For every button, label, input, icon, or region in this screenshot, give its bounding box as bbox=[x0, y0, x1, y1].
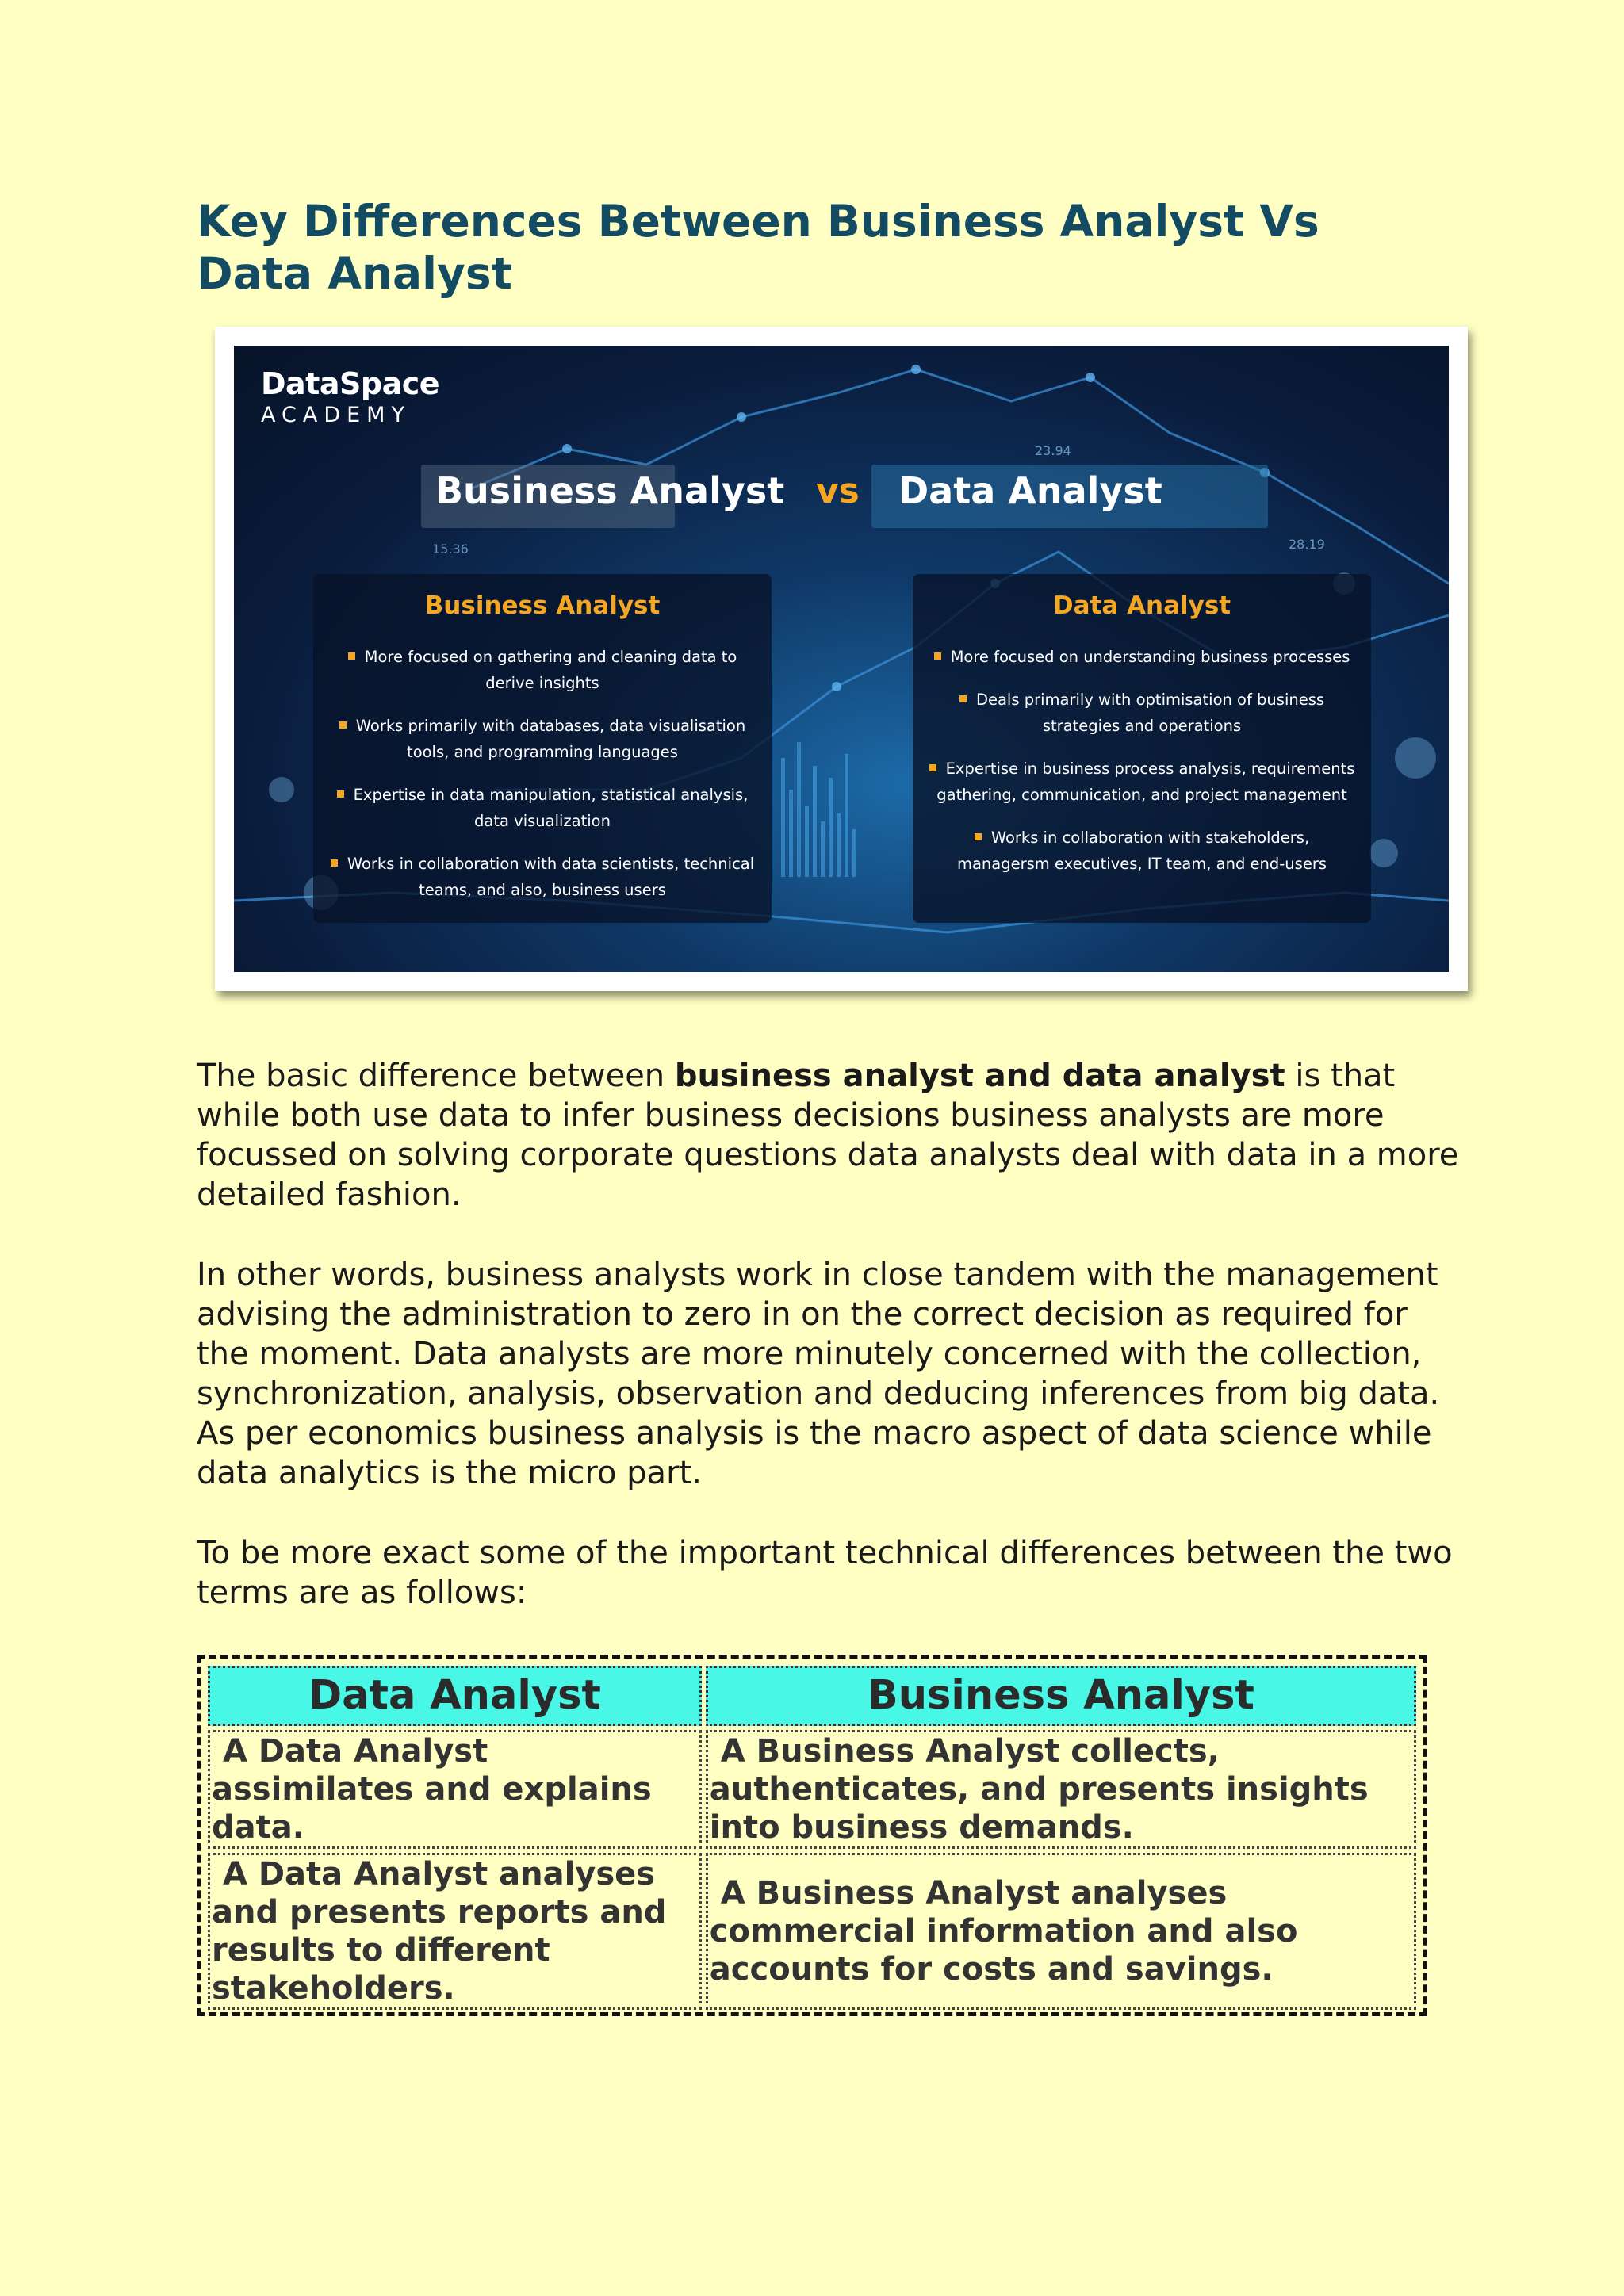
right-panel-list bbox=[924, 644, 1360, 894]
banner-data-analyst: Data Analyst bbox=[898, 469, 1162, 512]
comparison-table-frame bbox=[197, 1655, 1427, 2016]
table-cell: A Business Analyst collects, authenticates, and presents insights into business demands. bbox=[706, 1730, 1416, 1849]
right-panel-item: Deals primarily with optimisation of business strategies and operations bbox=[924, 687, 1360, 739]
table-header-business-analyst: Business Analyst bbox=[706, 1666, 1416, 1726]
bg-number-2: 23.94 bbox=[1035, 443, 1071, 458]
bullet-square-icon bbox=[975, 833, 982, 840]
table-header-row bbox=[208, 1666, 1416, 1726]
logo-academy: ACADEMY bbox=[261, 403, 411, 427]
table-row bbox=[208, 1730, 1416, 1849]
right-panel-title: Data Analyst bbox=[1052, 591, 1231, 620]
logo-dataspace: DataSpace bbox=[261, 366, 440, 401]
left-panel-item: More focused on gathering and cleaning data to derive insights bbox=[324, 644, 760, 696]
left-panel-title: Business Analyst bbox=[424, 591, 661, 620]
banner-vs: vs bbox=[816, 471, 860, 511]
table-cell: A Data Analyst assimilates and explains data. bbox=[208, 1730, 702, 1849]
infographic-canvas bbox=[234, 346, 1449, 972]
bullet-square-icon bbox=[929, 764, 936, 771]
left-panel-list bbox=[324, 644, 760, 920]
bullet-square-icon bbox=[934, 652, 941, 660]
comparison-infographic bbox=[215, 327, 1468, 991]
bullet-square-icon bbox=[331, 859, 338, 867]
bullet-square-icon bbox=[339, 721, 347, 729]
right-panel-item: More focused on understanding business processes bbox=[924, 644, 1360, 670]
table-cell: A Data Analyst analyses and presents reports and results to different stakeholders. bbox=[208, 1853, 702, 2010]
intro-paragraph: The basic difference between business analyst and data analyst is that while both use data to infer business decisions business analysts are more focussed on solving corporate questions data analysts deal with data in a more detailed fashion. bbox=[197, 1058, 1459, 1213]
right-panel bbox=[913, 574, 1371, 923]
table-cell: A Business Analyst analyses commercial information and also accounts for costs and savings. bbox=[706, 1853, 1416, 2010]
table-row bbox=[208, 1853, 1416, 2010]
left-panel bbox=[313, 574, 772, 923]
table-header-data-analyst: Data Analyst bbox=[208, 1666, 702, 1726]
bullet-square-icon bbox=[959, 695, 967, 702]
left-panel-item: Works in collaboration with data scientists, technical teams, and also, business users bbox=[324, 851, 760, 903]
comparison-table bbox=[204, 1662, 1420, 2014]
bullet-square-icon bbox=[348, 652, 355, 660]
right-panel-item: Works in collaboration with stakeholders, managersm executives, IT team, and end-users bbox=[956, 828, 1327, 873]
banner-business-analyst: Business Analyst bbox=[435, 469, 785, 512]
left-panel-item: Expertise in data manipulation, statistical analysis, data visualization bbox=[324, 782, 760, 834]
bullet-square-icon bbox=[337, 790, 344, 798]
bold-phrase: business analyst and data analyst bbox=[674, 1058, 1285, 1094]
left-panel-item: Works primarily with databases, data visualisation tools, and programming languages bbox=[324, 713, 760, 765]
right-panel-item: Expertise in business process analysis, requirements gathering, communication, and project management bbox=[924, 756, 1360, 808]
bg-number-1: 15.36 bbox=[432, 541, 469, 557]
third-paragraph: To be more exact some of the important technical differences between the two terms are as follows: bbox=[197, 1535, 1453, 1611]
second-paragraph: In other words, business analysts work in close tandem with the management advising the administration to zero in on the correct decision as required for the moment. Data analysts are more minutely concerned with the collection, synchronization, analysis, observation and deducing inferences from big data. As per economics business analysis is the macro aspect of data science while data analytics is the micro part. bbox=[197, 1257, 1440, 1491]
bg-number-3: 28.19 bbox=[1289, 537, 1325, 552]
page-title: Key Differences Between Business Analyst Vs Data Analyst bbox=[197, 196, 1320, 299]
